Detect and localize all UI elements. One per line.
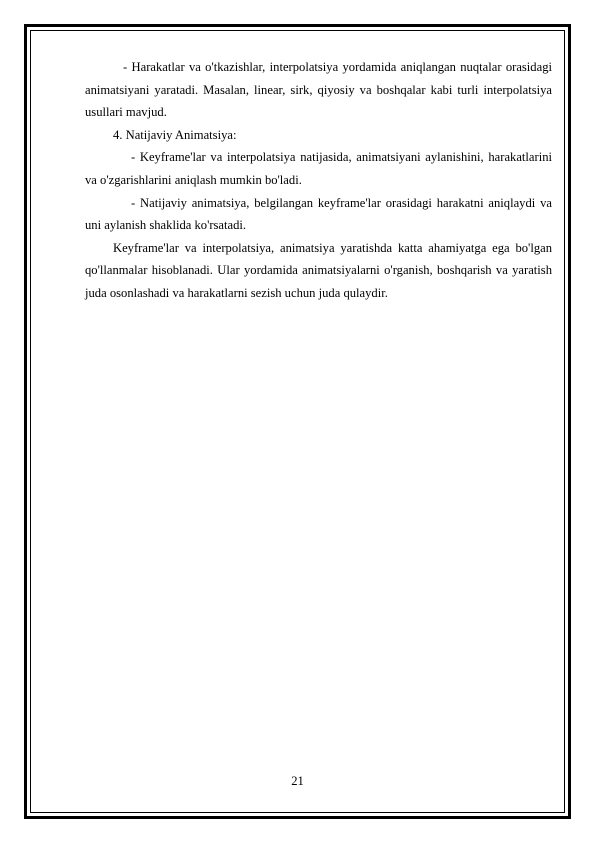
paragraph-keyframe-result: - Keyframe'lar va interpolatsiya natijasida, animatsiyani aylanishini, harakatlarini va o'zgarishlarini aniqlash mumkin bo'ladi. — [85, 150, 552, 187]
paragraph-conclusion: Keyframe'lar va interpolatsiya, animatsiya yaratishda katta ahamiyatga ega bo'lgan qo'llanmalar hisoblanadi. Ular yordamida animatsiyalarni o'rganish, boshqarish va yaratish juda osonlashadi va harakatlarni sezish uchun juda qulaydir. — [85, 240, 552, 300]
page-number: 21 — [291, 774, 304, 788]
document-body — [85, 56, 552, 305]
paragraph-resulting-animation: - Natijaviy animatsiya, belgilangan keyframe'lar orasidagi harakatni aniqlaydi va uni aylanish shaklida ko'rsatadi. — [85, 195, 552, 233]
paragraph-interpolation-methods: - Harakatlar va o'tkazishlar, interpolatsiya yordamida aniqlangan nuqtalar orasidagi animatsiyani yaratadi. Masalan, linear, sirk, qiyosiy va boshqalar kabi turli interpolatsiya usullari mavjud. — [85, 60, 552, 120]
heading-natijaviy-animatsiya: 4. Natijaviy Animatsiya: — [113, 127, 237, 142]
